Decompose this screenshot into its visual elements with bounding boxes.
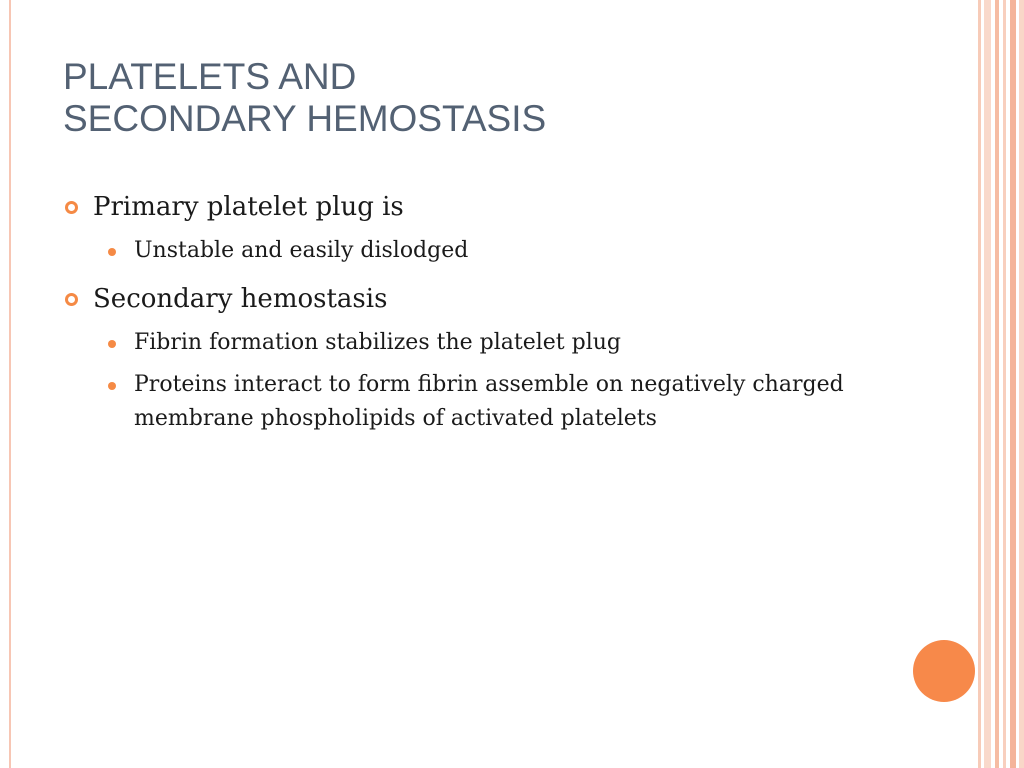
decor-stripe: [984, 0, 991, 768]
decor-stripe: [995, 0, 999, 768]
title-line-2: SECONDARY HEMOSTASIS: [63, 98, 547, 139]
left-border-rule: [9, 0, 11, 768]
decor-stripe: [1003, 0, 1006, 768]
title-line-1: PLATELETS AND: [63, 56, 357, 97]
decor-stripe: [1010, 0, 1016, 768]
dot-bullet-icon: [108, 382, 116, 390]
decorative-orange-circle: [913, 640, 975, 702]
dot-bullet-icon: [108, 340, 116, 348]
sub-bullet-text: Proteins interact to form fibrin assemble on negatively charged membrane phospholipids of activated platelets: [134, 372, 844, 431]
bullet-primary-platelet-plug: [64, 190, 924, 224]
right-decorative-stripes: [978, 0, 1024, 768]
sub-bullet-text: Unstable and easily dislodged: [134, 238, 469, 263]
bullet-secondary-hemostasis: [64, 282, 924, 316]
decor-stripe: [1019, 0, 1024, 768]
sub-bullet-unstable: [108, 234, 924, 268]
sub-bullet-proteins-interact: [108, 368, 924, 436]
bullet-text: Primary platelet plug is: [93, 192, 404, 222]
ring-bullet-icon: [65, 201, 78, 214]
slide-body: [64, 190, 924, 444]
bullet-text: Secondary hemostasis: [93, 284, 388, 314]
slide-title: [63, 56, 943, 140]
dot-bullet-icon: [108, 248, 116, 256]
decor-stripe: [978, 0, 981, 768]
sub-bullet-text: Fibrin formation stabilizes the platelet plug: [134, 330, 621, 355]
ring-bullet-icon: [65, 293, 78, 306]
sub-bullet-fibrin-formation: [108, 326, 924, 360]
